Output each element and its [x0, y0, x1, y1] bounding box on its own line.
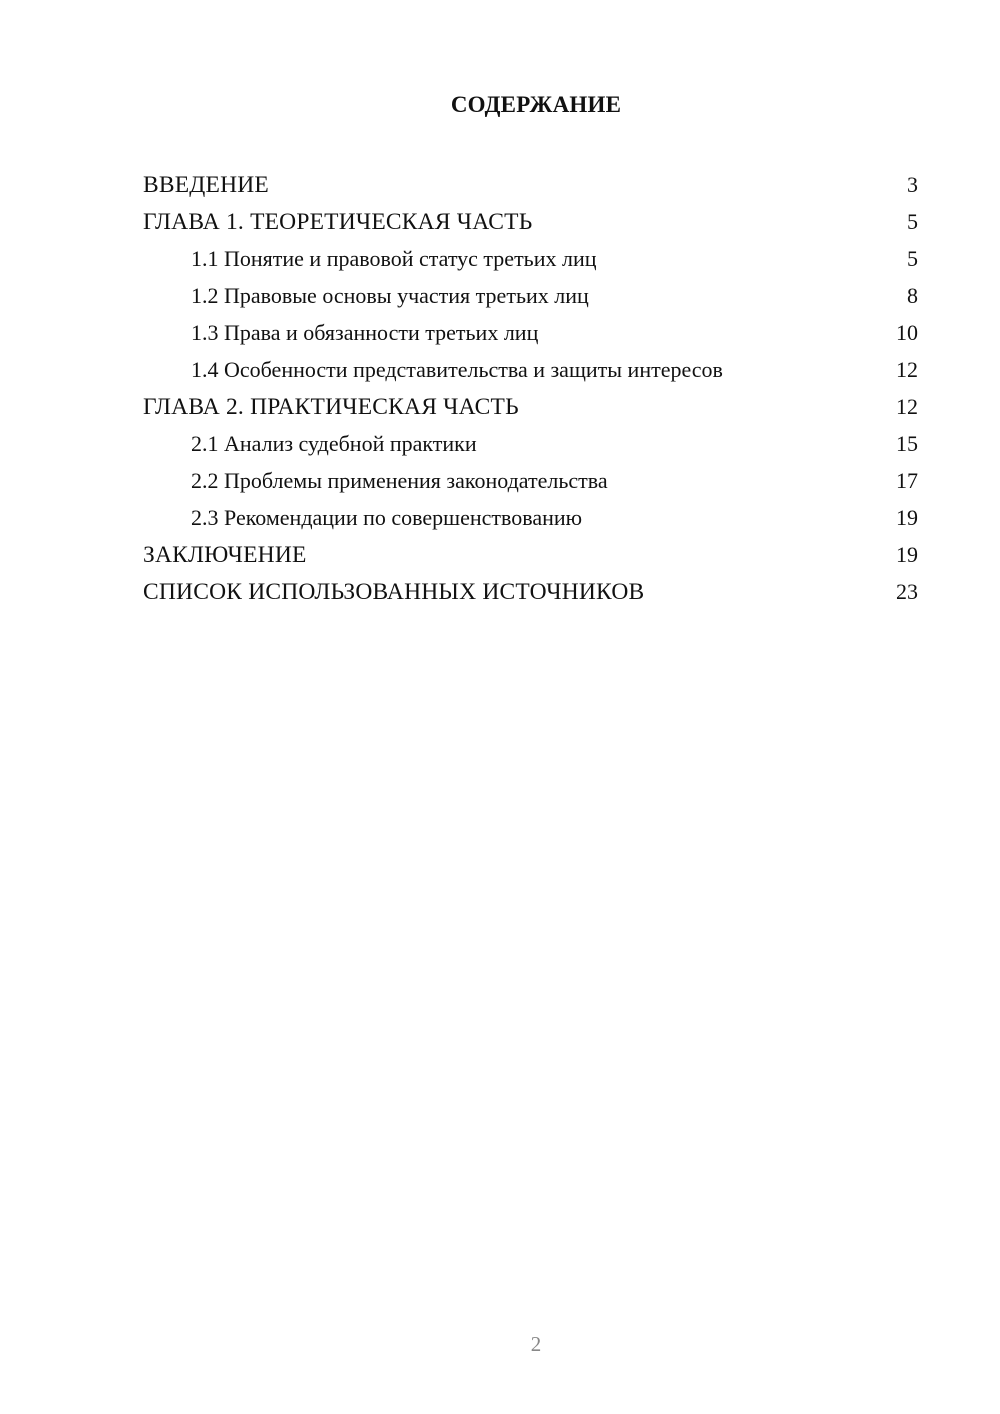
toc-entry-label: ЗАКЛЮЧЕНИЕ — [143, 542, 307, 568]
toc-entry-label: ГЛАВА 2. ПРАКТИЧЕСКАЯ ЧАСТЬ — [143, 394, 519, 420]
toc-entry-section-1-1 — [143, 240, 918, 277]
toc-entry-section-1-4 — [143, 351, 918, 388]
toc-entry-page: 5 — [907, 246, 918, 271]
toc-entry-page: 12 — [896, 394, 918, 419]
toc-title: СОДЕРЖАНИЕ — [450, 92, 622, 117]
toc-entry-page: 3 — [907, 172, 918, 197]
toc-entry-label: СПИСОК ИСПОЛЬЗОВАННЫХ ИСТОЧНИКОВ — [143, 579, 645, 605]
toc-entry-page: 12 — [896, 357, 918, 382]
toc-entry-introduction — [143, 166, 918, 203]
toc-entry-section-2-2 — [143, 462, 918, 499]
toc-entry-label: ВВЕДЕНИЕ — [143, 172, 269, 198]
toc-entry-section-2-3 — [143, 499, 918, 536]
toc-entry-conclusion — [143, 536, 918, 573]
toc-entry-page: 23 — [896, 579, 918, 604]
toc-entry-label: ГЛАВА 1. ТЕОРЕТИЧЕСКАЯ ЧАСТЬ — [143, 209, 533, 235]
toc-entry-references — [143, 573, 918, 610]
toc-entry-label: 2.3 Рекомендации по совершенствованию — [191, 505, 583, 530]
toc-entry-label: 1.3 Права и обязанности третьих лиц — [191, 320, 539, 345]
table-of-contents — [143, 166, 918, 610]
toc-entry-label: 2.2 Проблемы применения законодательства — [191, 468, 608, 493]
toc-entry-section-1-3 — [143, 314, 918, 351]
toc-entry-label: 2.1 Анализ судебной практики — [191, 431, 477, 456]
toc-entry-page: 19 — [896, 542, 918, 567]
toc-entry-chapter-2 — [143, 388, 918, 425]
toc-entry-chapter-1 — [143, 203, 918, 240]
toc-entry-section-2-1 — [143, 425, 918, 462]
page-number: 2 — [530, 1332, 542, 1356]
toc-entry-page: 17 — [896, 468, 918, 493]
toc-entry-label: 1.4 Особенности представительства и защиты интересов — [191, 357, 723, 382]
toc-entry-page: 15 — [896, 431, 918, 456]
toc-entry-page: 8 — [907, 283, 918, 308]
toc-entry-section-1-2 — [143, 277, 918, 314]
toc-entry-page: 19 — [896, 505, 918, 530]
toc-entry-label: 1.2 Правовые основы участия третьих лиц — [191, 283, 589, 308]
toc-entry-label: 1.1 Понятие и правовой статус третьих лиц — [191, 246, 597, 271]
toc-entry-page: 10 — [896, 320, 918, 345]
toc-entry-page: 5 — [907, 209, 918, 234]
